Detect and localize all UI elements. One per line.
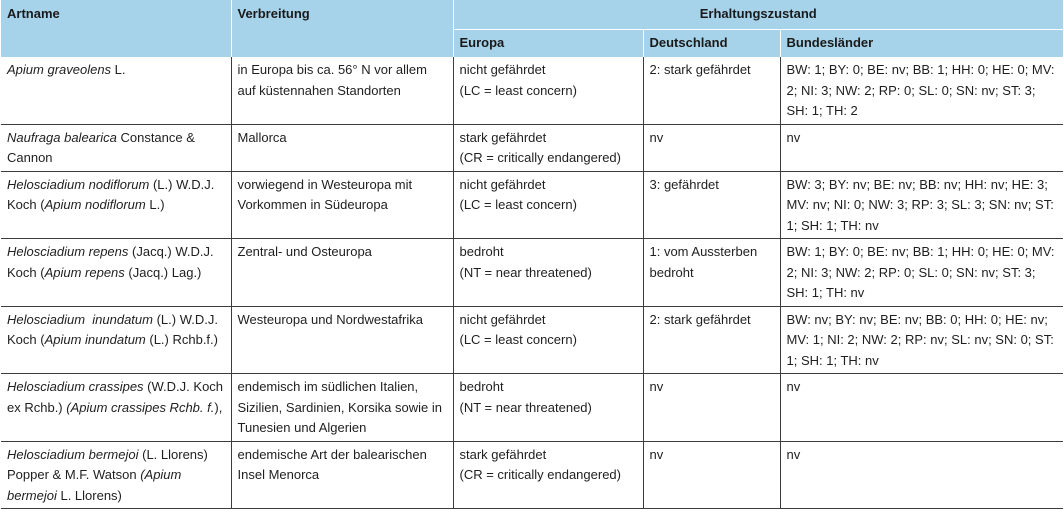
species-name: Helosciadium repens: [7, 244, 129, 259]
species-cell: [1, 171, 231, 239]
synonym-name: Apium inundatum: [44, 332, 146, 347]
europe-status-cell: [453, 171, 643, 239]
states-status-cell: nv: [780, 124, 1063, 171]
synonym-name: Apium nodiflorum: [44, 197, 146, 212]
species-author: (W.D.J. Koch ex Rchb.): [7, 379, 224, 415]
header-bundeslaender: Bundesländer: [780, 30, 1063, 58]
species-cell: [1, 124, 231, 171]
germany-status-cell: 2: stark gefährdet: [643, 57, 780, 124]
header-europa: Europa: [453, 30, 643, 58]
distribution-cell: endemische Art der balearischen Insel Menorca: [231, 441, 453, 509]
synonym-author: ),: [214, 399, 223, 415]
europe-status-cell: [453, 239, 643, 307]
synonym-author: (L.) Rchb.f.): [145, 332, 218, 347]
europe-status-cell: [453, 57, 643, 124]
table-row: [1, 374, 1063, 442]
europe-note: (CR = critically endangered): [459, 150, 621, 165]
species-author: (L.) W.D.J. Koch (: [7, 176, 215, 212]
germany-status-cell: nv: [643, 124, 780, 171]
synonym-name: (Apium crassipes Rchb. f.: [66, 399, 215, 415]
states-status-cell: BW: 3; BY: nv; BE: nv; BB: nv; HH: nv; HE: 3; MV: nv; NI: 0; NW: 3; RP: 3; SL: 3; SN: nv; ST: 1; SH: 1; TH: nv: [780, 171, 1063, 239]
table-row: [1, 239, 1063, 307]
species-author: L.: [111, 62, 126, 77]
europe-status: nicht gefährdet: [459, 311, 546, 327]
distribution-cell: Mallorca: [231, 124, 453, 171]
europe-status: nicht gefährdet: [459, 62, 546, 77]
germany-status-cell: nv: [643, 374, 780, 442]
germany-status-cell: nv: [643, 441, 780, 509]
table-row: [1, 171, 1063, 239]
europe-status-cell: [453, 374, 643, 442]
europe-status-cell: [453, 306, 643, 374]
europe-status: nicht gefährdet: [459, 176, 546, 192]
species-name: Apium graveolens: [7, 62, 112, 77]
species-author: (L.) W.D.J. Koch (: [7, 311, 218, 347]
europe-note: (LC = least concern): [459, 82, 577, 98]
states-status-cell: BW: 1; BY: 0; BE: nv; BB: 1; HH: 0; HE: 0; MV: 2; NI: 3; NW: 2; RP: 0; SL: 0; SN: nv; ST: 3; SH: 1; TH: 2: [780, 57, 1063, 124]
species-cell: [1, 374, 231, 442]
europe-status: stark gefährdet: [459, 129, 547, 145]
europe-status: bedroht: [459, 244, 504, 259]
states-status-cell: nv: [780, 374, 1063, 442]
synonym-author: L. Llorens): [56, 487, 122, 503]
header-verbreitung: Verbreitung: [231, 0, 453, 57]
header-artname: Artname: [1, 0, 231, 57]
species-name: Helosciadium bermejoi: [7, 446, 139, 462]
synonym-author: L.): [145, 197, 165, 212]
header-row-top: [1, 0, 1063, 30]
europe-note: (LC = least concern): [459, 197, 577, 212]
distribution-cell: endemisch im südlichen Italien, Sizilien, Sardinien, Korsika sowie in Tunesien und Algerien: [231, 374, 453, 442]
europe-status: bedroht: [459, 379, 504, 394]
header-deutschland: Deutschland: [643, 30, 780, 58]
species-author: Constance & Cannon: [7, 129, 195, 165]
europe-note: (NT = near threatened): [459, 399, 592, 415]
species-cell: [1, 306, 231, 374]
germany-status-cell: 1: vom Aussterben bedroht: [643, 239, 780, 307]
distribution-cell: vorwiegend in Westeuropa mit Vorkommen in Südeuropa: [231, 171, 453, 239]
states-status-cell: BW: 1; BY: 0; BE: nv; BB: 1; HH: 0; HE: 0; MV: 2; NI: 3; NW: 2; RP: 0; SL: 0; SN: nv; ST: 3; SH: 1; TH: nv: [780, 239, 1063, 307]
species-author: (L. Llorens) Popper & M.F. Watson: [7, 446, 208, 482]
species-cell: [1, 57, 231, 124]
table-row: [1, 124, 1063, 171]
europe-status-cell: [453, 124, 643, 171]
table-row: [1, 57, 1063, 124]
germany-status-cell: 2: stark gefährdet: [643, 306, 780, 374]
europe-status-cell: [453, 441, 643, 509]
species-name: Helosciadium nodiflorum: [7, 176, 150, 192]
germany-status-cell: 3: gefährdet: [643, 171, 780, 239]
species-cell: [1, 441, 231, 509]
synonym-author: (Jacq.) Lag.): [124, 264, 202, 280]
distribution-cell: Westeuropa und Nordwestafrika: [231, 306, 453, 374]
distribution-cell: Zentral- und Osteuropa: [231, 239, 453, 307]
species-author: (Jacq.) W.D.J. Koch (: [7, 244, 214, 280]
europe-note: (NT = near threatened): [459, 264, 592, 280]
table-row: [1, 441, 1063, 509]
header-erhaltungszustand: Erhaltungszustand: [453, 0, 1063, 30]
conservation-status-table: [1, 0, 1063, 509]
species-name: Helosciadium crassipes: [7, 379, 144, 394]
europe-note: (LC = least concern): [459, 332, 577, 347]
synonym-name: Apium repens: [44, 264, 125, 280]
europe-note: (CR = critically endangered): [459, 467, 621, 482]
table-row: [1, 306, 1063, 374]
species-name: Helosciadium inundatum: [7, 311, 153, 327]
states-status-cell: nv: [780, 441, 1063, 509]
distribution-cell: in Europa bis ca. 56° N vor allem auf küstennahen Standorten: [231, 57, 453, 124]
species-cell: [1, 239, 231, 307]
species-name: Naufraga balearica: [7, 129, 117, 145]
states-status-cell: BW: nv; BY: nv; BE: nv; BB: 0; HH: 0; HE: nv; MV: 1; NI: 2; NW: 2; RP: nv; SL: nv; SN: 0; ST: 1; SH: 1; TH: nv: [780, 306, 1063, 374]
europe-status: stark gefährdet: [459, 446, 547, 462]
synonym-name: (Apium bermejoi: [7, 467, 182, 503]
